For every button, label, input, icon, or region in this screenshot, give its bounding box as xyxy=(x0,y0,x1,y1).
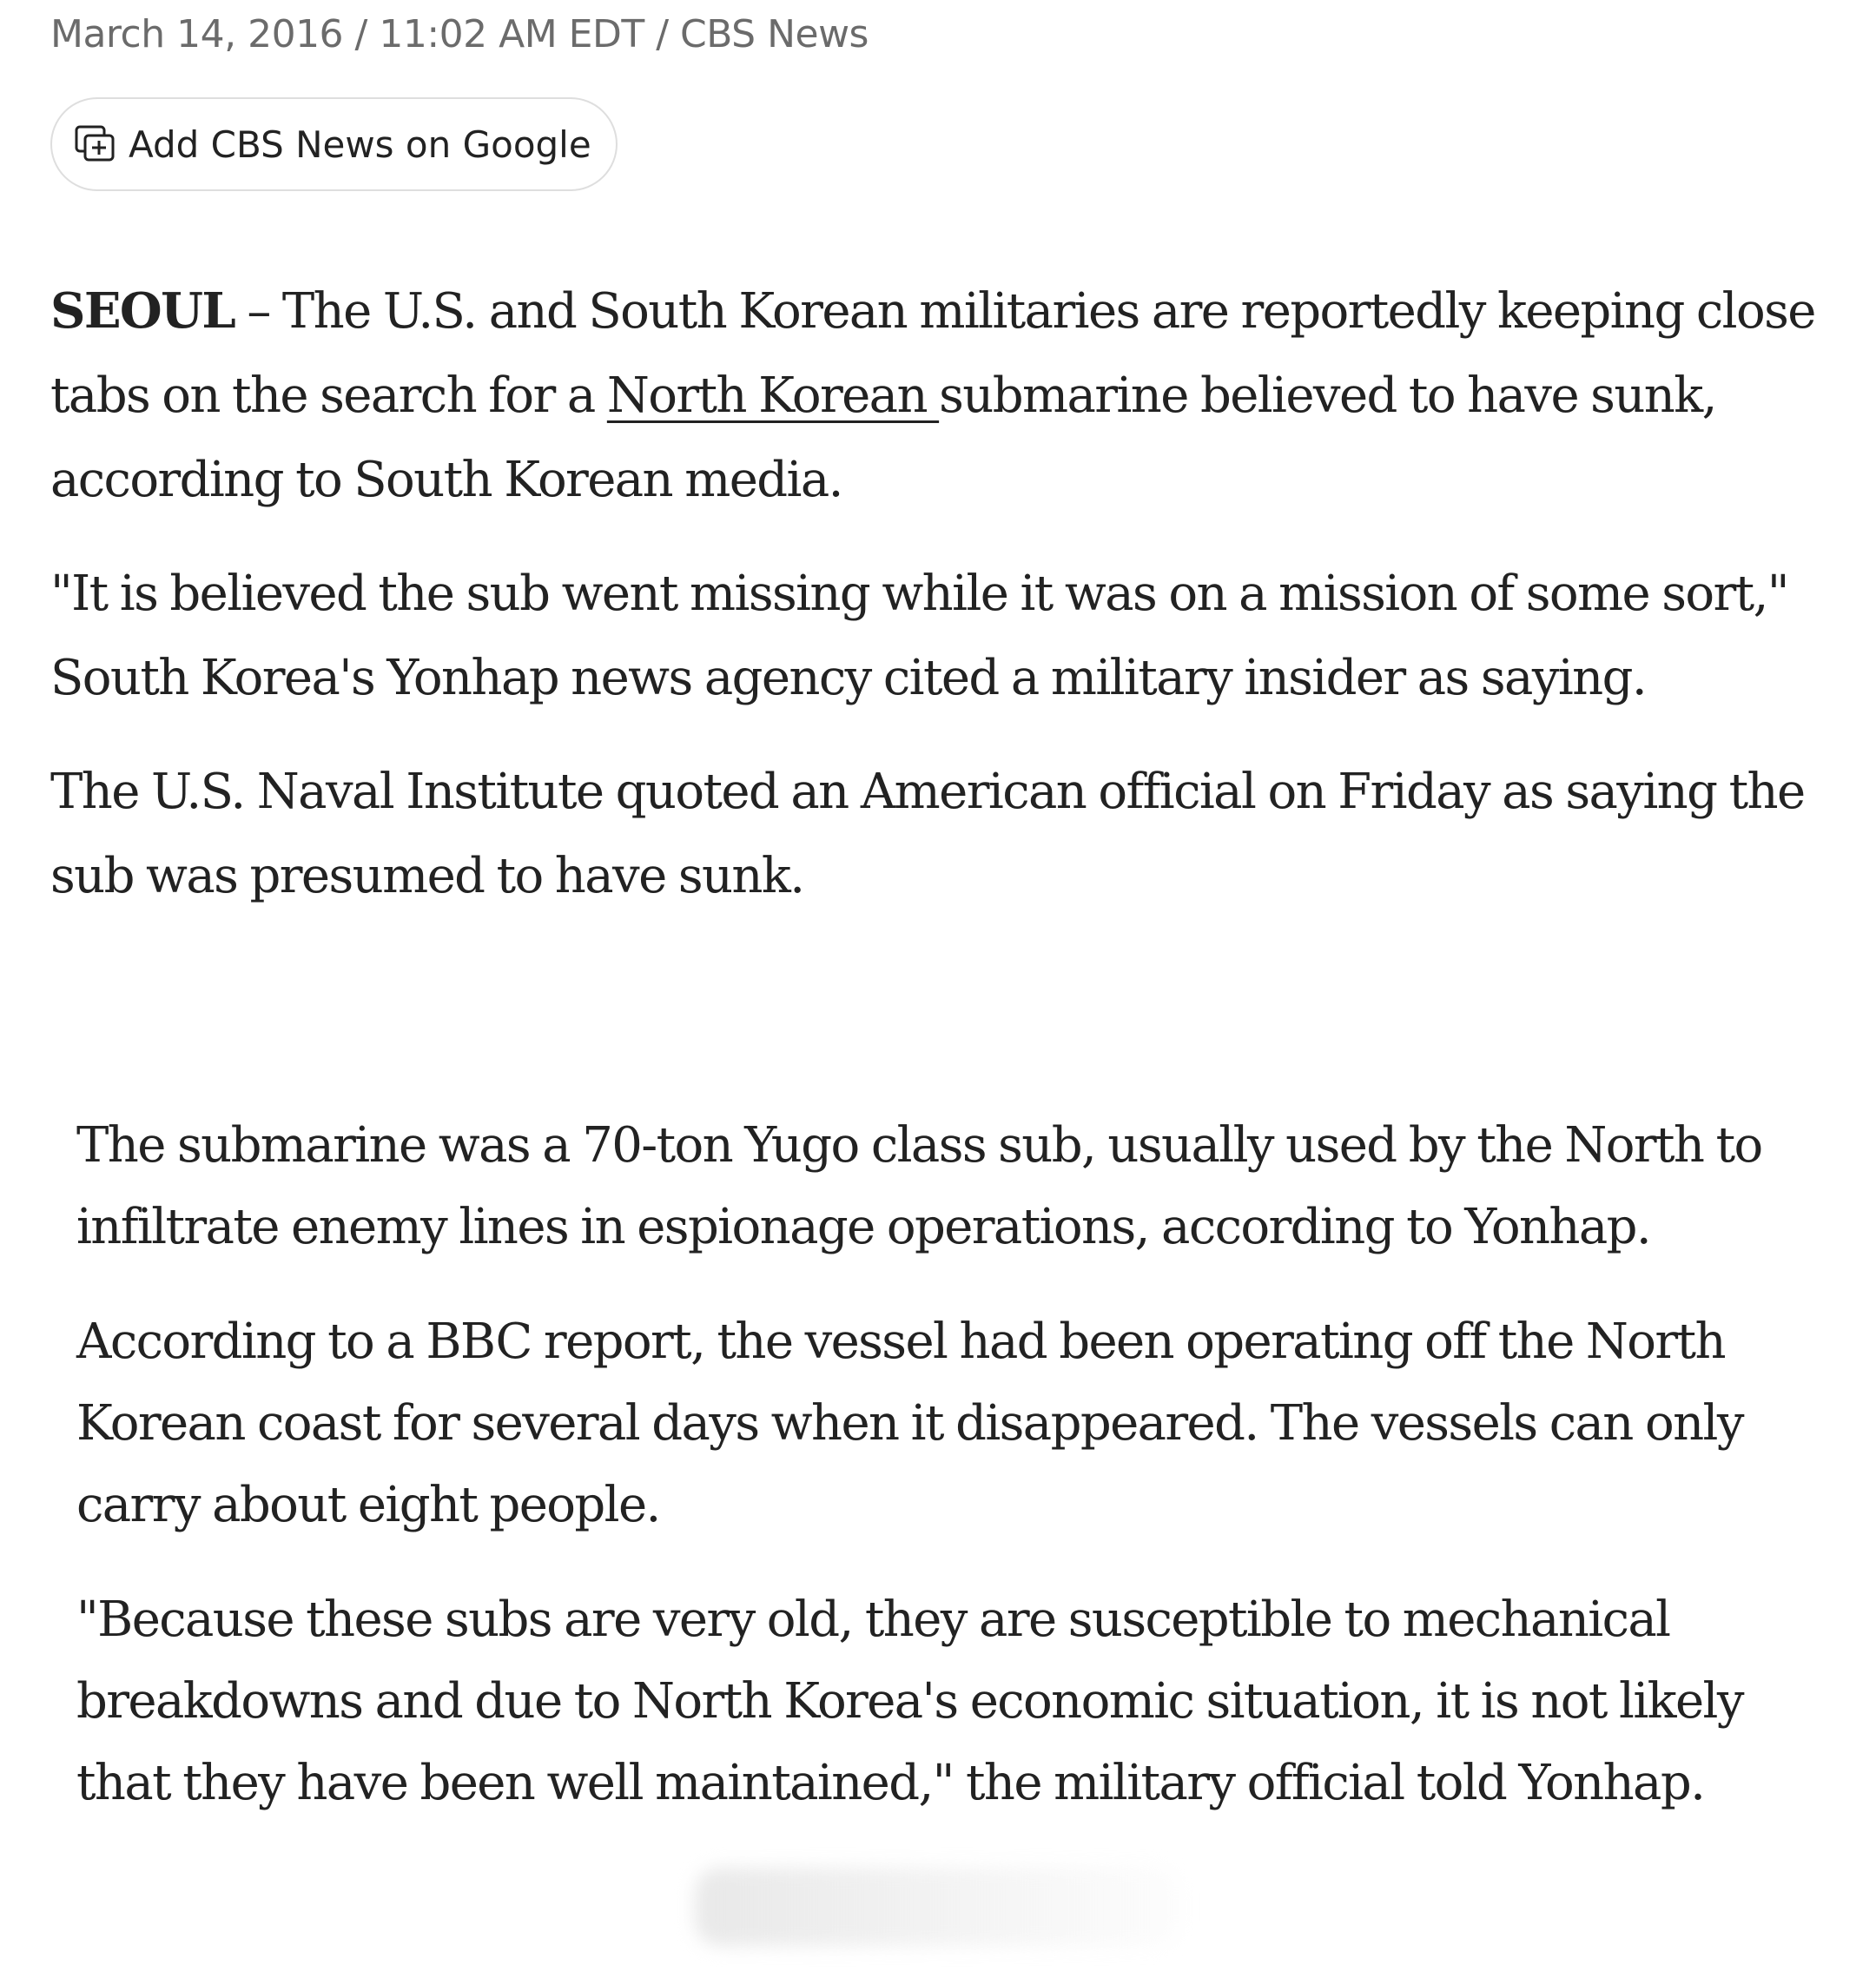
add-source-icon xyxy=(75,125,116,163)
article-byline: March 14, 2016 / 11:02 AM EDT / CBS News xyxy=(50,12,869,56)
add-cbs-news-on-google-button[interactable] xyxy=(50,97,618,191)
north-korea-link[interactable]: North Korean xyxy=(606,367,940,424)
add-cbs-news-on-google-label: Add CBS News on Google xyxy=(129,122,591,166)
article-paragraph-1 xyxy=(50,269,1857,522)
article-paragraph-6: "Because these subs are very old, they are susceptible to mechanical breakdowns and due to North Korea's economic situation, it is not likely that they have been well maintained," the military official told Yonhap. xyxy=(76,1591,1743,1811)
article xyxy=(50,0,1857,918)
article-continued xyxy=(76,1105,1848,1824)
article-paragraph-5: According to a BBC report, the vessel had been operating off the North Korean coast for several days when it disappeared. The vessels can only carry about eight people. xyxy=(76,1314,1743,1533)
paragraph-text: – The U.S. and South Korean militaries are reportedly keeping close tabs on the search for a xyxy=(50,283,1815,424)
article-paragraph-4: The submarine was a 70-ton Yugo class sub, usually used by the North to infiltrate enemy lines in espionage operations, according to Yonhap. xyxy=(76,1117,1762,1255)
article-paragraph-2: "It is believed the sub went missing while it was on a mission of some sort," South Korea's Yonhap news agency cited a military insider as saying. xyxy=(50,566,1788,706)
loading-placeholder xyxy=(695,1868,1181,1946)
dateline: SEOUL xyxy=(50,282,235,340)
article-paragraph-3: The U.S. Naval Institute quoted an American official on Friday as saying the sub was presumed to have sunk. xyxy=(50,764,1805,904)
paragraph-text: submarine believed to have sunk, according to South Korean media. xyxy=(50,367,1716,508)
